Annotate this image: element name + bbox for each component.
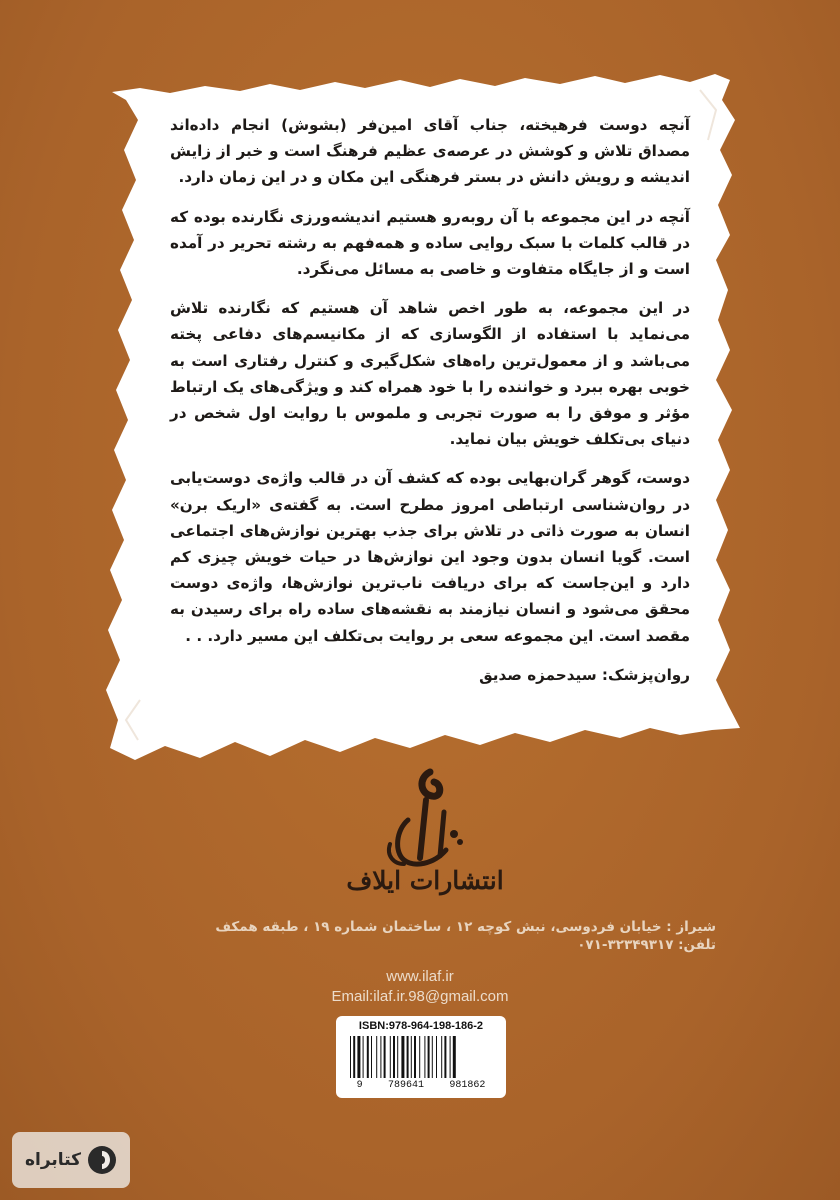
barcode-bar	[428, 1036, 430, 1078]
barcode-bar	[353, 1036, 355, 1078]
barcode-digit-left: 789641	[387, 1080, 424, 1091]
barcode-bar	[411, 1036, 412, 1078]
publisher-address	[150, 918, 716, 954]
paragraph-4: دوست، گوهر گران‌بهایی بوده که کشف آن در قالب واژه‌ی دوست‌یابی در روان‌شناسی ارتباطی امروز مطرح است. به گفته‌ی «اریک برن» انسان به صورت ذاتی در تلاش برای جذب بهترین نوازش‌های اجتماعی است. گویا انسان بدون وجود این نوازش‌ها در حیات خویش چیزی کم دارد و این‌جاست که برای دریافت ناب‌ترین نوازش‌ها، واژه‌ی دوست محقق می‌شود و انسان نیازمند به نقشه‌های ساده راه برای رسیدن به مقصد است. این مجموعه سعی بر روایت بی‌تکلف این مسیر دارد. . .	[170, 469, 690, 645]
barcode-bar	[376, 1036, 377, 1078]
foreword-text	[170, 112, 690, 701]
barcode-bar	[367, 1036, 369, 1078]
barcode-bar	[432, 1036, 433, 1078]
barcode-bar	[436, 1036, 437, 1078]
barcode-bar	[390, 1036, 391, 1078]
barcode-bar	[441, 1036, 442, 1078]
barcode-bar	[444, 1036, 446, 1078]
publisher-contact	[250, 967, 590, 1007]
barcode-bar	[350, 1036, 351, 1078]
barcode-bar	[380, 1036, 381, 1078]
email-link[interactable]: Email:ilaf.ir.98@gmail.com	[331, 988, 509, 1005]
ketabrah-logo-icon	[87, 1145, 117, 1175]
isbn-barcode	[336, 1016, 506, 1098]
author-signature: روان‌پزشک: سیدحمزه صدیق	[479, 665, 690, 684]
barcode-bar	[450, 1036, 451, 1078]
barcode-bar	[371, 1036, 372, 1078]
barcode-bar	[414, 1036, 416, 1078]
phone-line: تلفن: ۳۲۳۴۹۳۱۷-۰۷۱	[577, 937, 716, 953]
barcode-bar	[424, 1036, 425, 1078]
barcode-digit-prefix: 9	[356, 1080, 363, 1091]
address-line: شیراز : خیابان فردوسی، نبش کوچه ۱۲ ، ساختمان شماره ۱۹ ، طبقه همکف	[215, 919, 716, 935]
barcode-bars	[348, 1036, 494, 1080]
barcode-bar	[401, 1036, 404, 1078]
badge-label: کتابراه	[24, 1150, 82, 1170]
paragraph-1: آنچه دوست فرهیخته، جناب آقای امین‌فر (بشوش) انجام داده‌اند مصداق تلاش و کوشش در عرصه‌ی عظیم فرهنگ است و خبر از زایش اندیشه و رویش دانش در بستر فرهنگی این مکان و در این زمان دارد.	[170, 116, 690, 187]
barcode-bar	[407, 1036, 409, 1078]
ketabrah-badge[interactable]	[12, 1132, 130, 1188]
barcode-digit-right: 981862	[449, 1080, 486, 1091]
barcode-bar	[363, 1036, 364, 1078]
paragraph-2: آنچه در این مجموعه با آن روبه‌رو هستیم اندیشه‌ورزی نگارنده بوده که در قالب کلمات با سبک روایی ساده و همه‌فهم به رشته تحریر در آمده است و از جایگاه متفاوت و خاصی به مسائل می‌نگرد.	[170, 207, 690, 279]
paragraph-3: در این مجموعه، به طور اخص شاهد آن هستیم که نگارنده تلاش می‌نماید با استفاده از الگوسازی که از مکانیسم‌های دفاعی پخته می‌باشد و از معمول‌ترین راه‌های شکل‌گیری و کنترل رفتاری است به خوبی بهره ببرد و خواننده را با خود همراه کند و ویژگی‌های یک ارتباط مؤثر و موفق را به صورت تجربی و ملموس با روایت اول شخص در دنیای بی‌تکلف خویش بیان نماید.	[170, 299, 690, 449]
isbn-label: ISBN:978-964-198-186-2	[358, 1020, 484, 1032]
barcode-digits	[336, 1080, 506, 1091]
barcode-bar	[397, 1036, 398, 1078]
barcode-bar	[419, 1036, 420, 1078]
barcode-bar	[384, 1036, 386, 1078]
barcode-bar	[357, 1036, 360, 1078]
barcode-bar	[393, 1036, 395, 1078]
publisher-name: انتشارات ایلاف	[346, 866, 504, 895]
website-link[interactable]: www.ilaf.ir	[386, 968, 454, 985]
barcode-bar	[453, 1036, 456, 1078]
